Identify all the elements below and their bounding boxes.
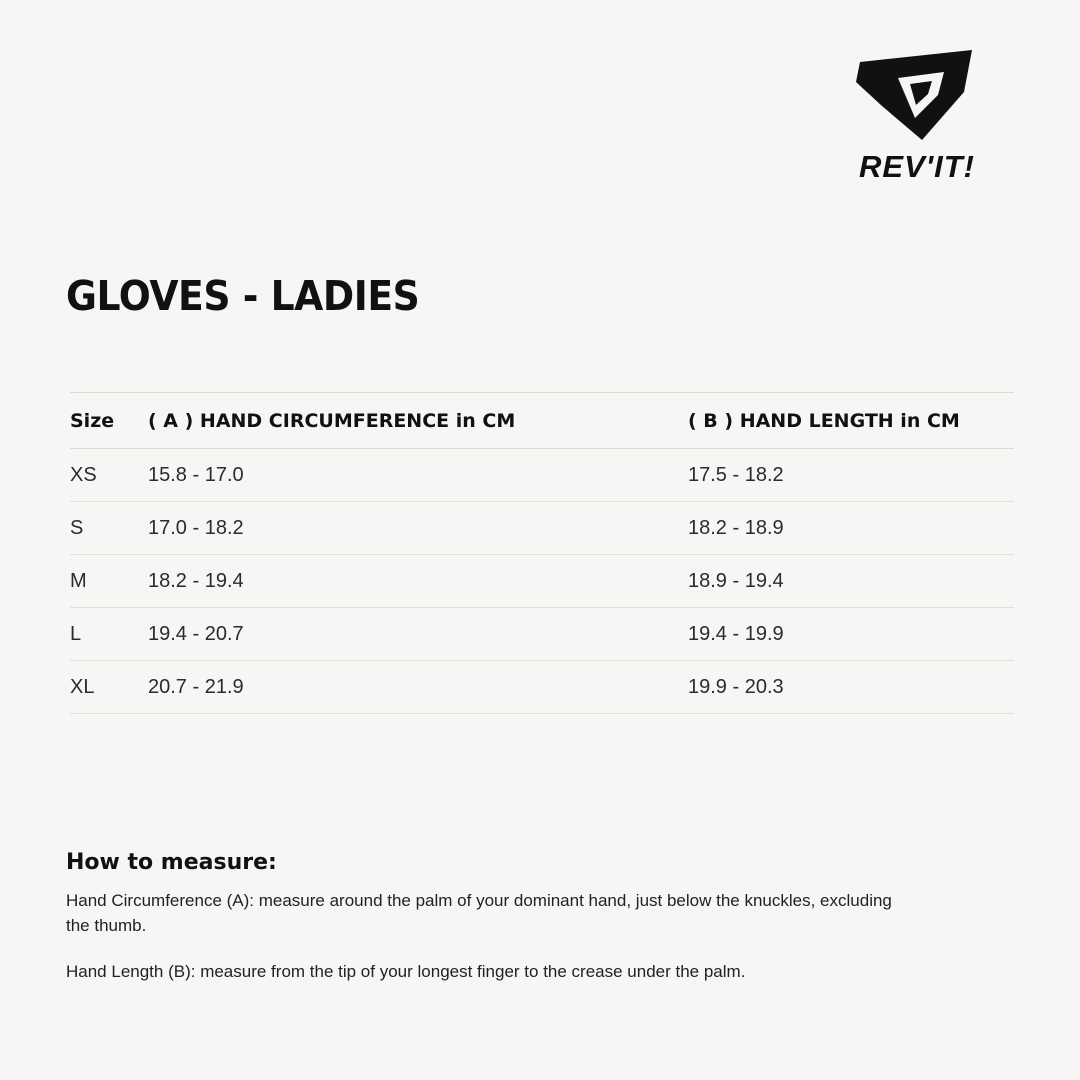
brand-name: REV'IT!: [859, 149, 975, 184]
cell-length: 19.9 - 20.3: [688, 661, 1014, 714]
table-row: [70, 608, 1014, 661]
cell-circumference: 15.8 - 17.0: [148, 449, 688, 502]
cell-size: XL: [70, 661, 148, 714]
cell-size: L: [70, 608, 148, 661]
cell-circumference: 17.0 - 18.2: [148, 502, 688, 555]
cell-length: 19.4 - 19.9: [688, 608, 1014, 661]
how-to-measure-circumference-text: Hand Circumference (A): measure around the palm of your dominant hand, just below the knuckles, excluding the thumb.: [66, 891, 892, 935]
cell-length: 18.2 - 18.9: [688, 502, 1014, 555]
cell-length: 17.5 - 18.2: [688, 449, 1014, 502]
table-header-row: [70, 393, 1014, 449]
cell-circumference: 20.7 - 21.9: [148, 661, 688, 714]
brand-logo: [822, 48, 1012, 185]
cell-circumference: 19.4 - 20.7: [148, 608, 688, 661]
table-row: [70, 555, 1014, 608]
how-to-measure-length-text: Hand Length (B): measure from the tip of your longest finger to the crease under the palm.: [66, 962, 746, 982]
cell-size: XS: [70, 449, 148, 502]
table-row: [70, 661, 1014, 714]
cell-length: 18.9 - 19.4: [688, 555, 1014, 608]
cell-size: S: [70, 502, 148, 555]
size-chart-table: [70, 392, 1014, 714]
column-header-size: Size: [70, 393, 148, 449]
revit-shield-icon: [852, 48, 982, 143]
table-row: [70, 449, 1014, 502]
cell-size: M: [70, 555, 148, 608]
how-to-measure-title: How to measure:: [66, 850, 277, 875]
cell-circumference: 18.2 - 19.4: [148, 555, 688, 608]
how-to-measure-section: [66, 850, 946, 985]
table-row: [70, 502, 1014, 555]
column-header-hand-length: ( B ) HAND LENGTH in CM: [688, 393, 1014, 449]
column-header-hand-circumference: ( A ) HAND CIRCUMFERENCE in CM: [148, 393, 688, 449]
page-title: GLOVES - LADIES: [66, 272, 420, 321]
